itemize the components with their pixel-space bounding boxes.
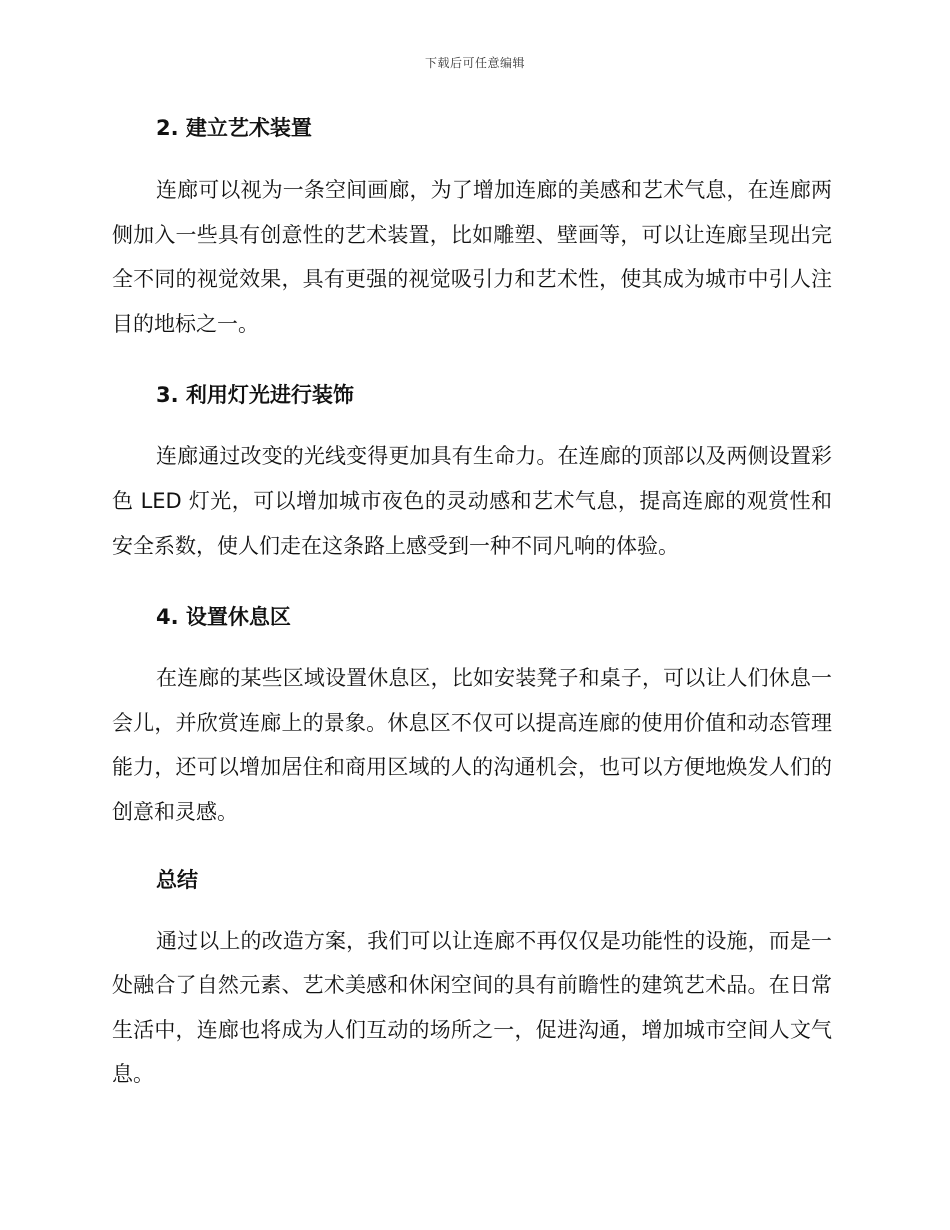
section-paragraph-rest-area: 在连廊的某些区域设置休息区，比如安装凳子和桌子，可以让人们休息一会儿，并欣赏连廊上的景象。休息区不仅可以提高连廊的使用价值和动态管理能力，还可以增加居住和商用区域的人的沟通机会，也可以方便地焕发人们的创意和灵感。: [112, 666, 832, 824]
section-paragraph-lighting: 连廊通过改变的光线变得更加具有生命力。在连廊的顶部以及两侧设置彩色 LED 灯光，可以增加城市夜色的灵动感和艺术气息，提高连廊的观赏性和安全系数，使人们走在这条路上感受到一种不同凡响的体验。: [112, 444, 832, 558]
section-paragraph-summary: 通过以上的改造方案，我们可以让连廊不再仅仅是功能性的设施，而是一处融合了自然元素、艺术美感和休闲空间的具有前瞻性的建筑艺术品。在日常生活中，连廊也将成为人们互动的场所之一，促进沟通，增加城市空间人文气息。: [112, 928, 832, 1087]
section-heading-lighting: 3. 利用灯光进行装饰: [156, 383, 354, 408]
document-body: [112, 108, 832, 1097]
section-heading-art-installation: 2. 建立艺术装置: [156, 116, 312, 140]
section-heading-rest-area: 4. 设置休息区: [156, 605, 291, 630]
section-paragraph-art-installation: 连廊可以视为一条空间画廊，为了增加连廊的美感和艺术气息，在连廊两侧加入一些具有创意性的艺术装置，比如雕塑、壁画等，可以让连廊呈现出完全不同的视觉效果，具有更强的视觉吸引力和艺术性，使其成为城市中引人注目的地标之一。: [112, 178, 832, 336]
section-heading-summary: 总结: [156, 867, 198, 892]
header-note: 下载后可任意编辑: [424, 56, 525, 70]
